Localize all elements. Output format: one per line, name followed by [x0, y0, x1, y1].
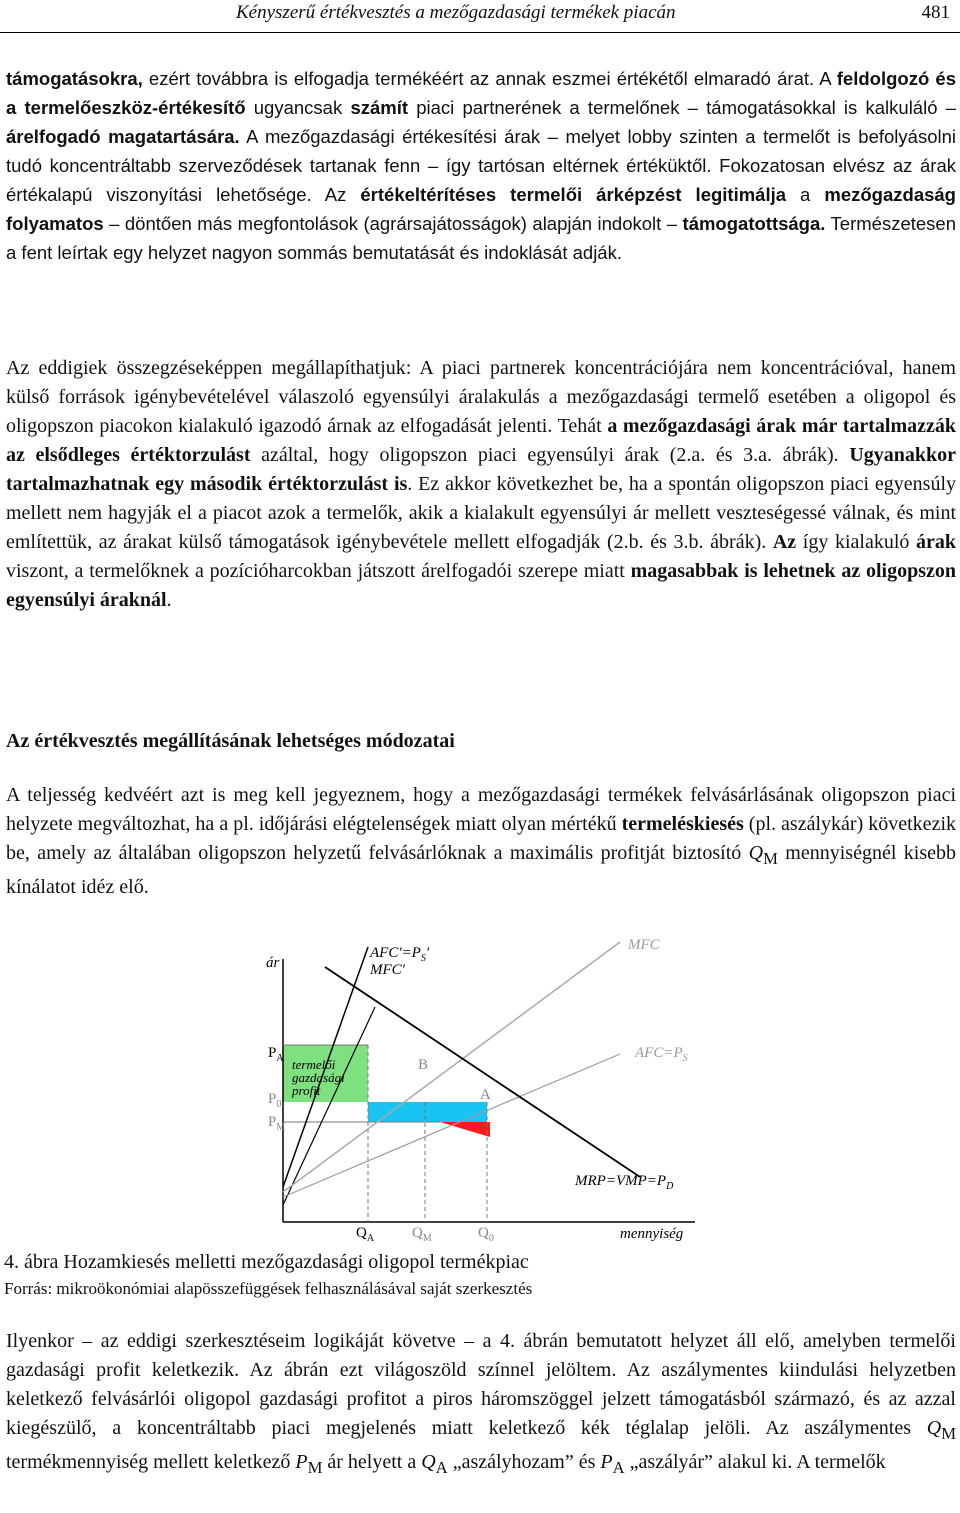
page-number: 481 [921, 2, 950, 23]
p1-text-3: piaci partnerének a termelőnek – támogatásokkal is kalkuláló – [408, 97, 956, 118]
mrp-line [325, 967, 640, 1177]
profit-label-line3: profit [292, 1083, 321, 1098]
afc-label [634, 1045, 688, 1064]
paragraph-4 [6, 1327, 956, 1482]
y-axis-label: ár [266, 955, 280, 971]
p3-bold-1: termeléskiesés [621, 813, 744, 835]
q0-label [478, 1225, 494, 1244]
point-a-label: A [480, 1087, 491, 1103]
mrp-text: MRP=VMP=P [575, 1173, 667, 1189]
paragraph-2 [6, 354, 956, 615]
p2-bold-4: árak [916, 531, 957, 553]
qa-label [356, 1225, 375, 1244]
p1-bold-7: támogatottsága. [682, 213, 826, 234]
figure-caption: 4. ábra Hozamkiesés melletti mezőgazdasági oligopol termékpiac [4, 1251, 529, 1273]
p4-symbol-q1-sub: M [941, 1424, 956, 1443]
p2-text-3: . Ez akkor következhet be, ha a spontán oligopszon piaci egyensúly mellett nem hagyják el a piacot azok a termelők, akik a kialakult egyensúlyi ár mellett veszteségessé válnak, és mint említettük, az árakat külső támogatások igénybevétele mellett elfogadják (2.b. és 3.b. ábrák). [6, 473, 957, 553]
paragraph-1 [6, 64, 956, 267]
p2-text-1: Az eddigiek összegzéseképpen megállapíthatjuk: A piaci partnerek koncentrációjára nem koncentrációval, hanem külső források igénybevételével válaszoló egyensúlyi áralakulás a mezőgazdasági termelő esetében a oligopol és oligopszon piacokon kialakuló igazodó árnak az elfogadását jelenti. Tehát [6, 357, 956, 437]
paragraph-3 [6, 781, 956, 902]
x-axis-label: mennyiség [620, 1226, 684, 1242]
p1-bold-5: értékeltérítéses termelői árképzést legitimálja [360, 184, 787, 205]
p4-text-1: Ilyenkor – az eddigi szerkesztéseim logikáját követve – a 4. ábrán bemutatott helyzet áll elő, amelyben termelői gazdasági profit keletkezik. Az ábrán ezt világoszöld színnel jelöltem. Az aszálymentes kiindulási helyzetben keletkező felvásárlói oligopol gazdasági profitot a piros háromszöggel jelzett támogatásból származó, és az azzal kiegészülő, a koncentráltabb piaci megjelenés miatt keletkező kék téglalap jelöli. Az aszálymentes [6, 1330, 956, 1439]
qm-label [412, 1225, 432, 1244]
p1-bold-3: számít [350, 97, 409, 118]
p2-bold-1: a mezőgazdasági árak már tartalmazzák az elsődleges értéktorzulást [6, 415, 956, 466]
p0-sub: 0 [276, 1099, 282, 1110]
afc-prime-sub: S [420, 953, 426, 964]
mfc-prime-label: MFC' [370, 962, 405, 978]
p2-text-5: viszont, a termelőknek a pozícióharcokban játszott árelfogadói szerepe miatt [6, 560, 631, 582]
p4-symbol-p1-sub: M [307, 1458, 323, 1477]
p4-symbol-p2-sub: A [612, 1458, 625, 1477]
p3-symbol-q: Q [748, 842, 764, 864]
header-title: Kényszerű értékvesztés a mezőgazdasági termékek piacán [236, 2, 676, 23]
p1-text-2: ugyancsak [245, 97, 351, 118]
point-b-label: B [418, 1057, 429, 1073]
pm-sub: M [276, 1122, 286, 1133]
running-header [0, 0, 960, 32]
p4-text-2: termékmennyiség mellett keletkező [6, 1451, 296, 1473]
p1-bold-6: mezőgazdaság folyamatos [6, 184, 956, 234]
p2-text-4: így kialakuló [796, 531, 917, 553]
p1-text-4: A mezőgazdasági értékesítési árak – melyet lobby szinten a termelőt is befolyásolni tudó koncentráltabb szerveződések tartanak fenn – így tartósan eltérnek értéküktől. Fokozatosan elvész az árak értékalapú viszonyítási lehetősége. [6, 126, 956, 205]
diagram-svg [240, 937, 710, 1247]
p4-text-3: ár helyett a [322, 1451, 422, 1473]
p0-label [268, 1091, 281, 1110]
p1-text-1: ezért továbbra is elfogadja termékéért az annak eszmei értékétől elmaradó árat. A [142, 68, 837, 89]
p1-text-6: a [786, 184, 825, 205]
red-triangle [440, 1122, 490, 1137]
p1-bold-2: feldolgozó és a termelőeszköz-értékesítő [6, 68, 956, 118]
p3-text-3: mennyiségnél kisebb kínálatot idéz elő. [6, 842, 956, 898]
p3-text-2: (pl. aszálykár) következik be, amely az általában oligopszon helyzetű felvásárlóknak a maximális profitját biztosító [6, 813, 956, 864]
p1-text-7: – döntően más megfontolások (agrársajátosságok) alapján indokolt – [103, 213, 683, 234]
q0-sub: 0 [488, 1233, 494, 1244]
qa-sub: A [366, 1233, 375, 1244]
mrp-sub: D [666, 1181, 674, 1192]
p2-bold-2: Ugyanakkor tartalmazhatnak egy második értéktorzulást is [6, 444, 957, 495]
p1-text-5: Az [324, 184, 361, 205]
figure-4-diagram [240, 937, 710, 1247]
pm-text: P [268, 1114, 277, 1130]
qm-sub: M [422, 1233, 432, 1244]
afc-text: AFC=P [635, 1045, 683, 1061]
p1-bold-4: árelfogadó magatartására. [6, 126, 240, 147]
p2-bold-3: Az [772, 531, 797, 553]
pa-label [268, 1045, 284, 1064]
p3-symbol-q-sub: M [763, 849, 778, 868]
pa-sub: A [276, 1053, 284, 1064]
pa-text: P [268, 1045, 277, 1061]
p2-text-6: . [166, 589, 172, 611]
p4-symbol-p2: P [600, 1451, 613, 1473]
p2-bold-5: magasabbak is lehetnek az oligopszon egyensúlyi áraknál [6, 560, 956, 611]
afc-prime-tick: ' [425, 945, 430, 961]
afc-prime-line [283, 1007, 375, 1205]
p3-text-1: A teljesség kedvéért azt is meg kell jegyeznem, hogy a mezőgazdasági termékek felvásárlásának oligopszon piaci helyzete megváltozhat, ha a pl. időjárási elégtelenségek miatt olyan mértékű [6, 784, 956, 835]
header-rule [0, 32, 960, 33]
p4-symbol-q2-sub: A [435, 1458, 448, 1477]
p2-text-2: azáltal, hogy oligopszon piaci egyensúlyi árak (2.a. és 3.a. ábrák). [250, 444, 850, 466]
afc-prime-text: AFC'=P [370, 945, 421, 961]
figure-source: Forrás: mikroökonómiai alapösszefüggések felhasználásával saját szerkesztés [4, 1279, 533, 1298]
q0-text: Q [478, 1225, 489, 1241]
profit-label-line1: termelői [292, 1057, 336, 1072]
profit-label-line2: gazdasági [292, 1070, 345, 1085]
p4-symbol-q2: Q [421, 1451, 436, 1473]
mfc-label: MFC [628, 937, 660, 953]
afc-sub: S [682, 1053, 688, 1064]
qa-text: Q [356, 1225, 367, 1241]
p4-text-5: „aszályár” alakul ki. A termelők [624, 1451, 886, 1473]
p1-text-8: Természetesen a fent leírtak egy helyzet nagyon sommás bemutatását és indoklását adják. [6, 213, 956, 263]
p4-symbol-p1: P [295, 1451, 308, 1473]
section-heading: Az értékvesztés megállításának lehetséges módozatai [6, 730, 455, 752]
blue-rectangle [368, 1102, 487, 1122]
p0-text: P [268, 1091, 277, 1107]
p4-symbol-q1: Q [926, 1417, 942, 1439]
mrp-label [574, 1173, 674, 1192]
p4-text-4: „aszályhozam” és [447, 1451, 601, 1473]
qm-text: Q [412, 1225, 423, 1241]
p1-bold-1: támogatásokra, [6, 68, 143, 89]
